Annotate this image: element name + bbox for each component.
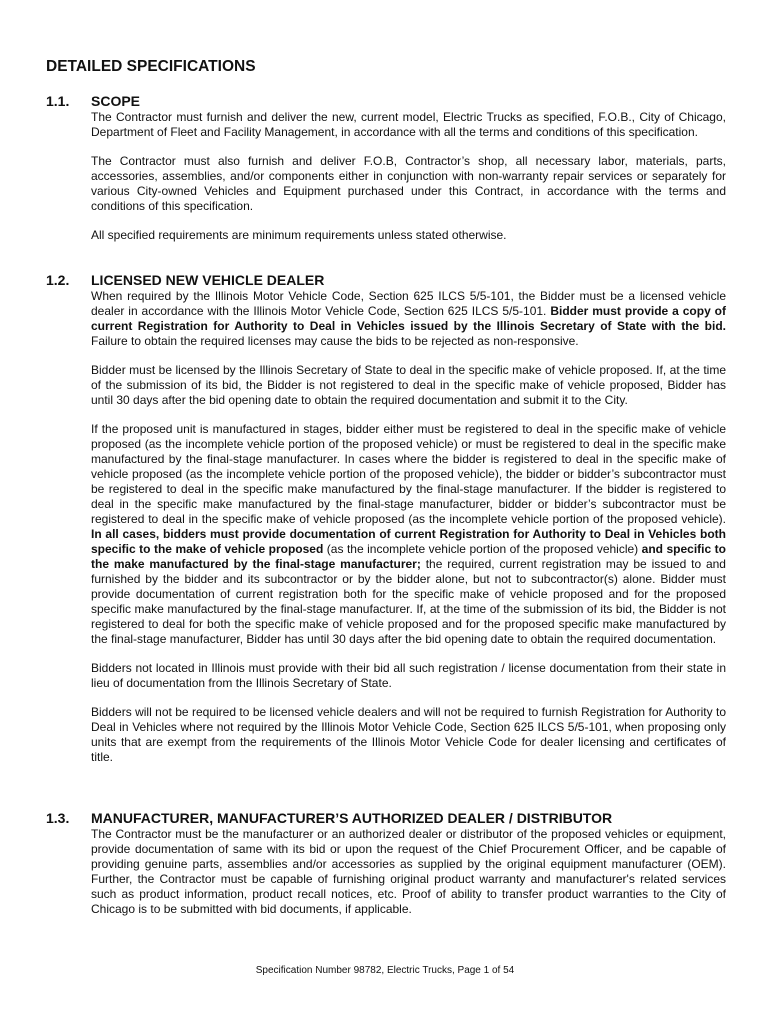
section-number: 1.3. — [46, 810, 70, 826]
text-run: Bidders will not be required to be licensed vehicle dealers and will not be required to furnish Registration for Authority to Deal in Vehicles where not required by the Illinois Motor Vehicle Code, Section 625 ILCS 5/5-101, when proposing only units that are exempt from the requirements of the Illinois Motor Vehicle Code for dealer licensing and certificates of title. — [91, 705, 726, 764]
text-run: If the proposed unit is manufactured in stages, bidder either must be registered to deal in the specific make of vehicle proposed (as the incomplete vehicle portion of the proposed vehicle) or must be registered to deal in the specific make manufactured by the final-stage manufacturer. In cases where the bidder is registered to deal in the specific make of vehicle proposed (as the incomplete vehicle portion of the proposed vehicle), the bidder or bidder’s subcontractor must be registered to deal in the specific make manufactured by the final-stage manufacturer. If the bidder is registered to deal in the specific make manufactured by the final-stage manufacturer, bidder or bidder’s subcontractor must be registered to deal in the specific make of vehicle proposed (as the incomplete vehicle portion of the proposed vehicle). — [91, 422, 726, 526]
page-title: DETAILED SPECIFICATIONS — [46, 58, 256, 75]
section-paragraphs — [91, 289, 726, 765]
text-run: the required, current registration may be issued to and furnished by the bidder and its subcontractor or by the bidder alone, but not to subcontractor(s) alone. Bidder must provide documentation of current registration both for the specific make of vehicle proposed and for the proposed specific make manufactured by the final-stage manufacturer. If, at the time of the submission of its bid, the Bidder is not registered to deal for both the specific make of vehicle proposed and for the proposed specific make manufactured by the final-stage manufacturer, Bidder has until 30 days after the bid opening date to obtain the required documentation. — [91, 557, 726, 646]
paragraph — [91, 110, 726, 140]
paragraph — [91, 661, 726, 691]
section-manufacturer — [46, 810, 726, 917]
section-heading: MANUFACTURER, MANUFACTURER’S AUTHORIZED DEALER / DISTRIBUTOR — [91, 810, 613, 826]
section-number: 1.2. — [46, 272, 70, 288]
text-run: When required by the Illinois Motor Vehicle Code, Section 625 ILCS 5/5-101, the Bidder must be a licensed vehicle dealer in accordance with the Illinois Motor Vehicle Code, Section 625 ILCS 5/5-101. — [91, 289, 726, 318]
section-paragraphs — [91, 827, 726, 917]
section-paragraphs — [91, 110, 726, 243]
text-run: Bidders not located in Illinois must provide with their bid all such registration / license documentation from their state in lieu of documentation from the Illinois Secretary of State. — [91, 661, 726, 690]
bold-text-run: and specific to the make manufactured by the final-stage manufacturer; — [91, 542, 726, 571]
paragraph — [91, 827, 726, 917]
paragraph — [91, 154, 726, 214]
text-run: The Contractor must furnish and deliver the new, current model, Electric Trucks as specified, F.O.B., City of Chicago, Department of Fleet and Facility Management, in accordance with all the terms and conditions of this specification. — [91, 110, 726, 139]
text-run: All specified requirements are minimum requirements unless stated otherwise. — [91, 228, 507, 242]
bold-text-run: In all cases, bidders must provide documentation of current Registration for Authority to Deal in Vehicles both specific to the make of vehicle proposed — [91, 527, 726, 556]
text-run: The Contractor must also furnish and deliver F.O.B, Contractor’s shop, all necessary labor, materials, parts, accessories, assemblies, and/or components either in conjunction with non-warranty repair services or separately for various City-owned Vehicles and Equipment purchased under this Contract, in accordance with the terms and conditions of this specification. — [91, 154, 726, 213]
section-number: 1.1. — [46, 93, 70, 109]
section-scope — [46, 93, 726, 243]
section-licensed-dealer — [46, 272, 726, 765]
paragraph — [91, 228, 726, 243]
paragraph — [91, 422, 726, 647]
paragraph — [91, 705, 726, 765]
text-run: The Contractor must be the manufacturer or an authorized dealer or distributor of the proposed vehicles or equipment, provide documentation of same with its bid or upon the request of the Chief Procurement Officer, and be capable of providing genuine parts, assemblies and/or accessories as supplied by the original equipment manufacturer (OEM). Further, the Contractor must be capable of furnishing original product warranty and manufacturer's related services such as product information, product recall notices, etc. Proof of ability to transfer product warranties to the City of Chicago is to be submitted with bid documents, if applicable. — [91, 827, 726, 916]
paragraph — [91, 289, 726, 349]
page-footer: Specification Number 98782, Electric Trucks, Page 1 of 54 — [255, 965, 515, 976]
bold-text-run: Bidder must provide a copy of current Registration for Authority to Deal in Vehicles issued by the Illinois Secretary of State with the bid. — [91, 304, 726, 333]
paragraph — [91, 363, 726, 408]
section-heading: SCOPE — [91, 93, 141, 109]
text-run: (as the incomplete vehicle portion of the proposed vehicle) — [323, 542, 642, 556]
text-run: Failure to obtain the required licenses may cause the bids to be rejected as non-responsive. — [91, 334, 579, 348]
section-heading: LICENSED NEW VEHICLE DEALER — [91, 272, 325, 288]
text-run: Bidder must be licensed by the Illinois Secretary of State to deal in the specific make of vehicle proposed. If, at the time of the submission of its bid, the Bidder is not registered to deal in the specific make of vehicle proposed, Bidder has until 30 days after the bid opening date to obtain the required documentation and submit it to the City. — [91, 363, 726, 407]
